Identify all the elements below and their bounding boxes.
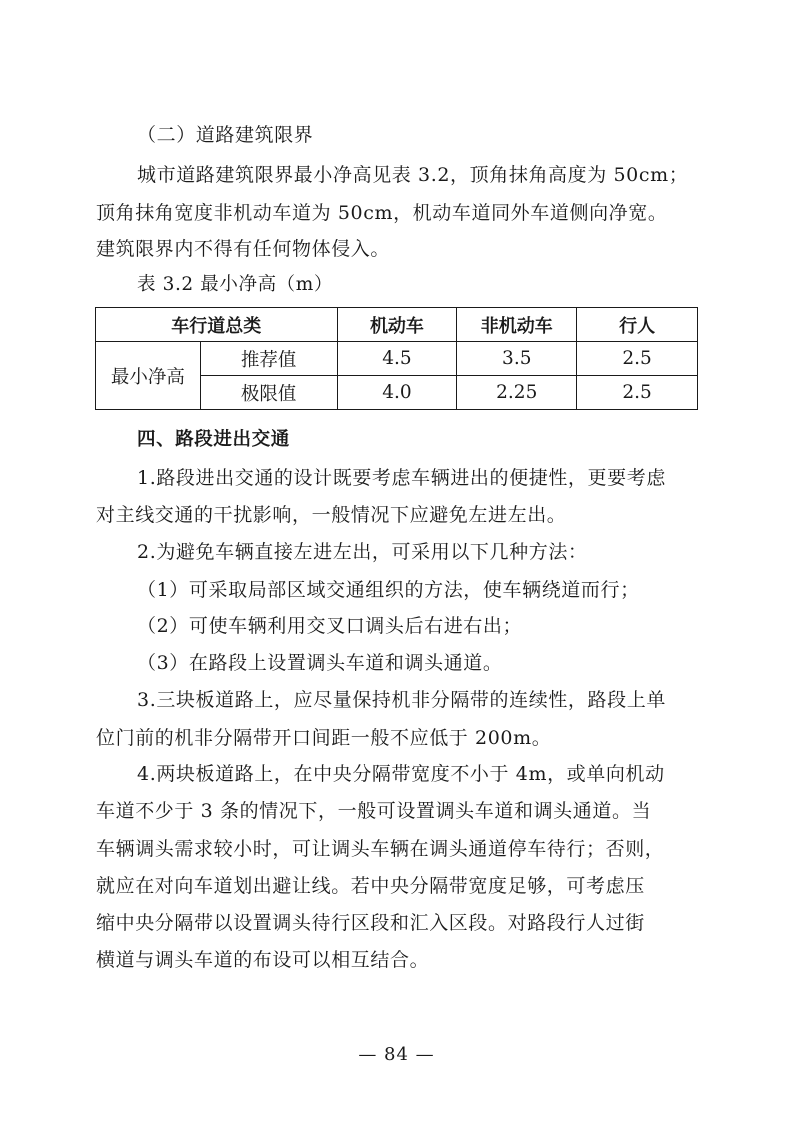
row-group-label: 最小净高 xyxy=(96,342,201,410)
list-item: （2）可使车辆利用交叉口调头后右进右出； xyxy=(137,615,523,637)
paragraph-line: 4.两块板道路上，在中央分隔带宽度不小于 4m，或单向机动 xyxy=(137,763,665,785)
row-label: 推荐值 xyxy=(200,342,337,376)
table-cell: 2.25 xyxy=(457,376,577,410)
paragraph-line: 2.为避免车辆直接左进左出，可采用以下几种方法： xyxy=(137,541,588,563)
paragraph-line: 车道不少于 3 条的情况下，一般可设置调头车道和调头通道。当 xyxy=(96,800,652,822)
paragraph-line: 城市道路建筑限界最小净高见表 3.2，顶角抹角高度为 50cm； xyxy=(137,164,689,186)
paragraph-line: 建筑限界内不得有任何物体侵入。 xyxy=(96,238,391,260)
section-heading: （二）道路建筑限界 xyxy=(137,124,314,146)
table-cell: 4.0 xyxy=(337,376,457,410)
header-motor-vehicle: 机动车 xyxy=(337,308,457,342)
list-item: （3）在路段上设置调头车道和调头通道。 xyxy=(137,652,503,674)
paragraph-line: 顶角抹角宽度非机动车道为 50cm，机动车道同外车道侧向净宽。 xyxy=(96,202,668,224)
paragraph-line: 车辆调头需求较小时，可让调头车辆在调头通道停车待行；否则， xyxy=(96,838,665,860)
min-clearance-table xyxy=(95,307,698,410)
paragraph-line: 位门前的机非分隔带开口间距一般不应低于 200m。 xyxy=(96,727,552,749)
table-cell: 4.5 xyxy=(337,342,457,376)
list-item: （1）可采取局部区域交通组织的方法，使车辆绕道而行； xyxy=(137,579,640,601)
table-cell: 3.5 xyxy=(457,342,577,376)
paragraph-line: 对主线交通的干扰影响，一般情况下应避免左进左出。 xyxy=(96,504,567,526)
paragraph-line: 就应在对向车道划出避让线。若中央分隔带宽度足够，可考虑压 xyxy=(96,875,645,897)
paragraph-line: 3.三块板道路上，应尽量保持机非分隔带的连续性，路段上单 xyxy=(137,689,666,711)
table-cell: 2.5 xyxy=(577,376,698,410)
section4-heading: 四、路段进出交通 xyxy=(137,429,290,450)
page-number: — 84 — xyxy=(358,1044,435,1065)
table-cell: 2.5 xyxy=(577,342,698,376)
table-caption: 表 3.2 最小净高（m） xyxy=(137,274,334,295)
header-pedestrian: 行人 xyxy=(577,308,698,342)
table-row xyxy=(96,342,698,376)
header-category: 车行道总类 xyxy=(96,308,338,342)
row-label: 极限值 xyxy=(200,376,337,410)
paragraph-line: 横道与调头车道的布设可以相互结合。 xyxy=(96,949,430,971)
header-non-motor-vehicle: 非机动车 xyxy=(457,308,577,342)
paragraph-line: 缩中央分隔带以设置调头待行区段和汇入区段。对路段行人过街 xyxy=(96,912,645,934)
paragraph-line: 1.路段进出交通的设计既要考虑车辆进出的便捷性，更要考虑 xyxy=(137,467,666,489)
table-header-row xyxy=(96,308,698,342)
